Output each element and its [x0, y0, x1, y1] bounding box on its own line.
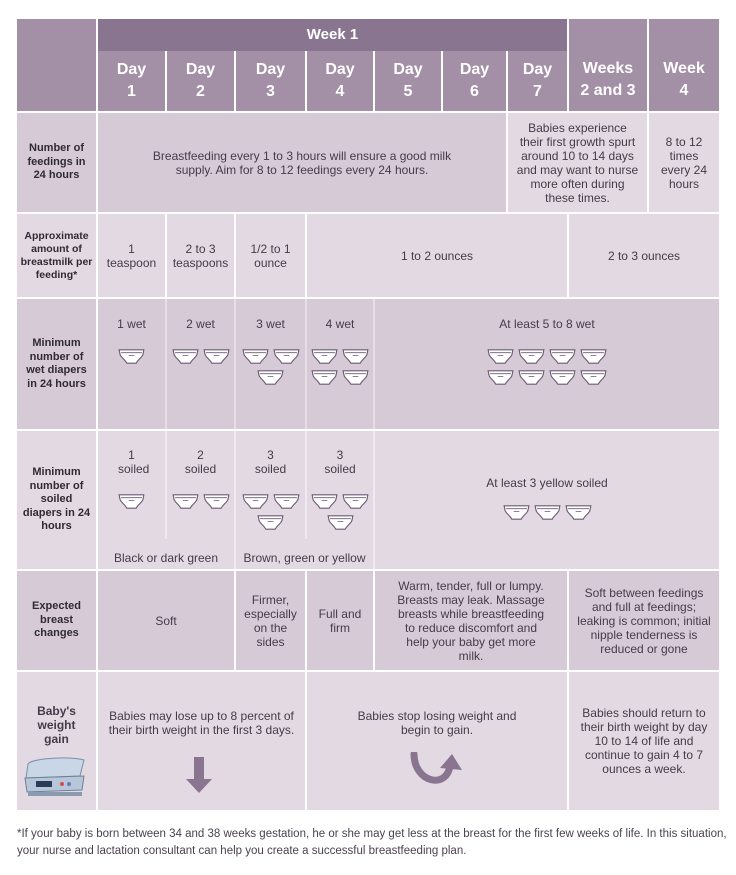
diaper-icon: [202, 492, 231, 511]
col-day4: Day 4: [307, 51, 373, 111]
diaper-icon: [579, 368, 608, 387]
corner-cell: [17, 19, 96, 111]
wet-day4-diapers: [307, 346, 373, 388]
diaper-icon: [548, 347, 577, 366]
row-label-feedings: Number of feedings in 24 hours: [17, 113, 96, 212]
diaper-icon: [341, 347, 370, 366]
diaper-icon: [310, 368, 339, 387]
rebound-arrow-icon: [410, 752, 464, 790]
milk-day2: 2 to 3 teaspoons: [167, 214, 234, 297]
diaper-icon: [502, 503, 531, 522]
soiled-day2-diapers: [167, 491, 234, 512]
diaper-icon: [171, 492, 200, 511]
soiled-day4-diapers: [307, 491, 373, 533]
col-weeks2-3: Weeks 2 and 3: [569, 19, 647, 111]
baby-scale-icon: [22, 754, 88, 800]
diaper-icon: [171, 347, 200, 366]
soiled-day3-diapers: [236, 491, 305, 533]
soiled-day4-label: 3 soiled: [324, 448, 356, 476]
diaper-icon: [310, 492, 339, 511]
soiled-later-label: At least 3 yellow soiled: [486, 476, 608, 490]
wet-day2-label: 2 wet: [186, 317, 215, 331]
week1-header: Week 1: [98, 19, 567, 51]
wet-day3-diapers: [236, 346, 305, 388]
soiled-day1-diapers: [98, 491, 165, 512]
diaper-icon: [517, 347, 546, 366]
breast-day3: Firmer, especially on the sides: [236, 571, 305, 670]
diaper-icon: [241, 347, 270, 366]
col-day6: Day 6: [443, 51, 506, 111]
soiled-color-early: Black or dark green: [113, 551, 219, 565]
diaper-icon: [486, 347, 515, 366]
diaper-icon: [533, 503, 562, 522]
wet-later-label: At least 5 to 8 wet: [499, 317, 595, 331]
milk-weeks: 2 to 3 ounces: [569, 214, 719, 297]
diaper-icon: [326, 513, 355, 532]
diaper-icon: [341, 492, 370, 511]
soiled-day2-label: 2 soiled: [184, 448, 217, 476]
col-day1: Day 1: [98, 51, 165, 111]
feedings-growth-spurt: Babies experience their first growth spurt around 10 to 14 days and may want to nurse more often during these times.: [508, 113, 647, 212]
soiled-color-mid: Brown, green or yellow: [243, 551, 366, 565]
breast-day4: Full and firm: [307, 571, 373, 670]
col-day5: Day 5: [375, 51, 441, 111]
diaper-icon: [272, 492, 301, 511]
diaper-icon: [486, 368, 515, 387]
wet-later-diapers: [375, 346, 719, 388]
col-day3: Day 3: [236, 51, 305, 111]
wet-day4-label: 4 wet: [325, 317, 355, 331]
diaper-icon: [341, 368, 370, 387]
wet-day3-label: 3 wet: [256, 317, 285, 331]
diaper-icon: [548, 368, 577, 387]
soiled-day1-label: 1 soiled: [118, 448, 150, 476]
milk-day1: 1 teaspoon: [98, 214, 165, 297]
footnote: *If your baby is born between 34 and 38 weeks gestation, he or she may get less at the breast for the first few weeks of life. In this situation, your nurse and lactation consultant can help you create a successful breastfeeding plan.: [17, 828, 727, 857]
diaper-icon: [117, 347, 146, 366]
milk-day3: 1/2 to 1 ounce: [236, 214, 305, 297]
weight-day4-7: Babies stop losing weight and begin to gain.: [357, 709, 517, 737]
col-day7: Day 7: [508, 51, 567, 111]
weight-weeks: Babies should return to their birth weight by day 10 to 14 of life and continue to gain 4 to 7 ounces a week.: [569, 672, 719, 810]
milk-day4-7: 1 to 2 ounces: [307, 214, 567, 297]
diaper-icon: [564, 503, 593, 522]
row-label-milk: Approximate amount of breastmilk per feeding*: [17, 214, 96, 297]
soiled-later-diapers: [375, 502, 719, 523]
breast-day1-2: Soft: [98, 571, 234, 670]
breast-weeks: Soft between feedings and full at feedings; leaking is common; initial nipple tenderness is reduced or gone: [569, 571, 719, 670]
diaper-icon: [256, 513, 285, 532]
soiled-day3-label: 3 soiled: [254, 448, 287, 476]
feedings-week4: 8 to 12 times every 24 hours: [649, 113, 719, 212]
col-day2: Day 2: [167, 51, 234, 111]
diaper-icon: [310, 347, 339, 366]
wet-day2-diapers: [167, 346, 234, 367]
row-label-breast: Expected breast changes: [17, 571, 96, 670]
breast-day5-7: Warm, tender, full or lumpy. Breasts may leak. Massage breasts while breastfeeding to reduce discomfort and help your baby get more milk.: [375, 571, 567, 670]
row-label-soiled: Minimum number of soiled diapers in 24 hours: [17, 431, 96, 569]
diaper-icon: [517, 368, 546, 387]
row-label-weight: Baby's weight gain: [37, 704, 76, 746]
wet-day1-label: 1 wet: [117, 317, 146, 331]
feedings-main: Breastfeeding every 1 to 3 hours will ensure a good milk supply. Aim for 8 to 12 feedings every 24 hours.: [98, 113, 506, 212]
col-week4: Week 4: [649, 19, 719, 111]
diaper-icon: [241, 492, 270, 511]
diaper-icon: [117, 492, 146, 511]
diaper-icon: [202, 347, 231, 366]
diaper-icon: [579, 347, 608, 366]
wet-day1-diapers: [98, 346, 165, 367]
weight-day1-3: Babies may lose up to 8 percent of their birth weight in the first 3 days.: [108, 709, 295, 737]
diaper-icon: [256, 368, 285, 387]
diaper-icon: [272, 347, 301, 366]
row-label-wet: Minimum number of wet diapers in 24 hours: [17, 299, 96, 429]
down-arrow-icon: [186, 757, 212, 793]
